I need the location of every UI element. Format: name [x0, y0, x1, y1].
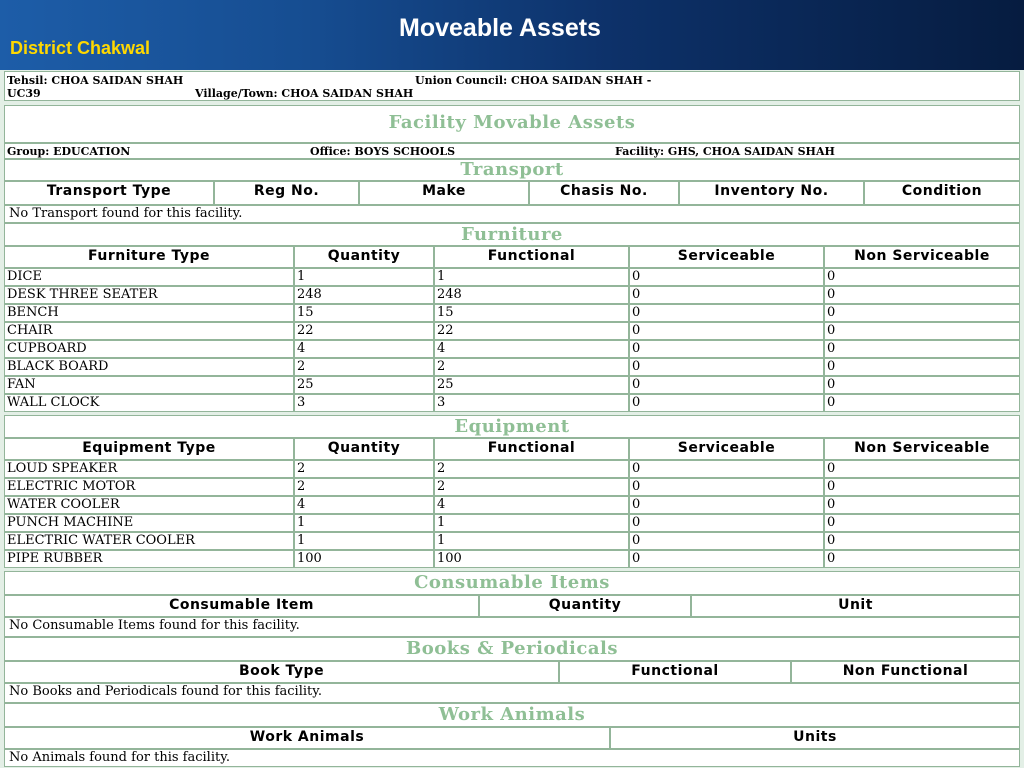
table-cell: 0	[824, 340, 1020, 358]
facility-title: Facility Movable Assets	[4, 105, 1020, 143]
table-cell: 2	[434, 460, 629, 478]
col-header: Unit	[691, 595, 1020, 617]
office-label: Office: BOYS SCHOOLS	[310, 145, 456, 158]
table-cell: 0	[824, 286, 1020, 304]
col-header: Chasis No.	[529, 181, 679, 205]
table-cell: 0	[629, 514, 824, 532]
table-row	[4, 394, 1020, 412]
table-cell: 15	[294, 304, 434, 322]
table-cell: 0	[824, 358, 1020, 376]
table-cell: 248	[434, 286, 629, 304]
table-cell: 0	[824, 496, 1020, 514]
table-cell: 0	[824, 514, 1020, 532]
col-header: Inventory No.	[679, 181, 864, 205]
table-row	[4, 358, 1020, 376]
table-cell: 0	[824, 460, 1020, 478]
table-row	[4, 376, 1020, 394]
col-header: Condition	[864, 181, 1020, 205]
group-label: Group: EDUCATION	[7, 145, 131, 158]
table-cell: 1	[294, 268, 434, 286]
table-cell: ELECTRIC MOTOR	[4, 478, 294, 496]
table-cell: 1	[294, 532, 434, 550]
table-row	[4, 286, 1020, 304]
consumables-header-row	[4, 595, 1020, 617]
table-cell: PIPE RUBBER	[4, 550, 294, 568]
furniture-header-row	[4, 246, 1020, 268]
col-header: Quantity	[294, 438, 434, 460]
table-cell: PUNCH MACHINE	[4, 514, 294, 532]
table-cell: 0	[824, 532, 1020, 550]
books-header-row	[4, 661, 1020, 683]
table-cell: BENCH	[4, 304, 294, 322]
table-row	[4, 514, 1020, 532]
consumables-title: Consumable Items	[4, 571, 1020, 595]
table-cell: 0	[629, 286, 824, 304]
table-cell: 0	[824, 304, 1020, 322]
table-row	[4, 460, 1020, 478]
col-header: Functional	[434, 246, 629, 268]
table-cell: 1	[434, 268, 629, 286]
table-cell: 2	[434, 478, 629, 496]
table-cell: 0	[824, 478, 1020, 496]
books-title: Books & Periodicals	[4, 637, 1020, 661]
table-cell: 0	[629, 532, 824, 550]
equipment-header-row	[4, 438, 1020, 460]
table-cell: 2	[294, 460, 434, 478]
table-cell: 22	[434, 322, 629, 340]
facility-label: Facility: GHS, CHOA SAIDAN SHAH	[615, 145, 835, 158]
table-cell: 25	[294, 376, 434, 394]
col-header: Reg No.	[214, 181, 359, 205]
col-header: Consumable Item	[4, 595, 479, 617]
col-header: Functional	[559, 661, 791, 683]
table-cell: 100	[294, 550, 434, 568]
col-header: Functional	[434, 438, 629, 460]
table-cell: 248	[294, 286, 434, 304]
table-row	[4, 532, 1020, 550]
col-header: Book Type	[4, 661, 559, 683]
furniture-title: Furniture	[4, 223, 1020, 246]
equipment-title: Equipment	[4, 415, 1020, 438]
table-cell: 4	[294, 496, 434, 514]
table-cell: 1	[294, 514, 434, 532]
table-cell: 25	[434, 376, 629, 394]
table-cell: 2	[294, 358, 434, 376]
table-cell: 0	[629, 376, 824, 394]
table-row	[4, 550, 1020, 568]
location-info	[4, 71, 1020, 101]
table-cell: 0	[824, 376, 1020, 394]
table-cell: 2	[294, 478, 434, 496]
col-header: Equipment Type	[4, 438, 294, 460]
col-header: Quantity	[294, 246, 434, 268]
table-cell: ELECTRIC WATER COOLER	[4, 532, 294, 550]
table-cell: 22	[294, 322, 434, 340]
table-cell: DESK THREE SEATER	[4, 286, 294, 304]
table-cell: 0	[629, 460, 824, 478]
col-header: Non Serviceable	[824, 438, 1020, 460]
table-row	[4, 496, 1020, 514]
uc-code-label: UC39	[7, 87, 41, 100]
table-cell: 0	[824, 322, 1020, 340]
table-row	[4, 268, 1020, 286]
village-label: Village/Town: CHOA SAIDAN SHAH	[195, 87, 414, 100]
table-cell: 15	[434, 304, 629, 322]
table-cell: 0	[629, 304, 824, 322]
table-cell: 4	[294, 340, 434, 358]
table-cell: WALL CLOCK	[4, 394, 294, 412]
table-row	[4, 322, 1020, 340]
table-cell: CUPBOARD	[4, 340, 294, 358]
col-header: Serviceable	[629, 438, 824, 460]
table-cell: 0	[629, 358, 824, 376]
table-cell: CHAIR	[4, 322, 294, 340]
col-header: Non Functional	[791, 661, 1020, 683]
table-cell: 0	[629, 478, 824, 496]
table-cell: 0	[824, 550, 1020, 568]
table-cell: 0	[824, 268, 1020, 286]
col-header: Non Serviceable	[824, 246, 1020, 268]
table-cell: 0	[629, 394, 824, 412]
col-header: Make	[359, 181, 529, 205]
table-cell: 0	[629, 496, 824, 514]
table-row	[4, 478, 1020, 496]
table-cell: FAN	[4, 376, 294, 394]
slide-title: Moveable Assets	[399, 14, 601, 42]
table-cell: DICE	[4, 268, 294, 286]
animals-title: Work Animals	[4, 703, 1020, 727]
table-cell: WATER COOLER	[4, 496, 294, 514]
table-cell: 0	[629, 550, 824, 568]
books-empty-message: No Books and Periodicals found for this facility.	[4, 683, 1020, 703]
table-cell: 4	[434, 496, 629, 514]
animals-empty-message: No Animals found for this facility.	[4, 749, 1020, 767]
table-cell: 1	[434, 514, 629, 532]
table-cell: 0	[629, 322, 824, 340]
table-cell: 0	[629, 340, 824, 358]
col-header: Work Animals	[4, 727, 610, 749]
facility-info	[4, 143, 1020, 159]
district-subtitle: District Chakwal	[10, 38, 151, 58]
transport-empty-message: No Transport found for this facility.	[4, 205, 1020, 223]
table-cell: 4	[434, 340, 629, 358]
table-cell: BLACK BOARD	[4, 358, 294, 376]
table-cell: 1	[434, 532, 629, 550]
transport-title: Transport	[4, 159, 1020, 181]
table-cell: 0	[629, 268, 824, 286]
table-cell: 0	[824, 394, 1020, 412]
animals-header-row	[4, 727, 1020, 749]
table-cell: 100	[434, 550, 629, 568]
table-cell: 3	[294, 394, 434, 412]
table-cell: LOUD SPEAKER	[4, 460, 294, 478]
table-row	[4, 340, 1020, 358]
slide-header	[0, 0, 1024, 70]
table-cell: 3	[434, 394, 629, 412]
tehsil-label: Tehsil: CHOA SAIDAN SHAH	[7, 74, 184, 87]
table-row	[4, 304, 1020, 322]
col-header: Furniture Type	[4, 246, 294, 268]
col-header: Transport Type	[4, 181, 214, 205]
consumables-empty-message: No Consumable Items found for this facility.	[4, 617, 1020, 637]
col-header: Serviceable	[629, 246, 824, 268]
transport-header-row	[4, 181, 1020, 205]
union-council-label: Union Council: CHOA SAIDAN SHAH -	[415, 74, 652, 87]
facility-asset-report	[0, 70, 1024, 768]
col-header: Units	[610, 727, 1020, 749]
col-header: Quantity	[479, 595, 691, 617]
table-cell: 2	[434, 358, 629, 376]
